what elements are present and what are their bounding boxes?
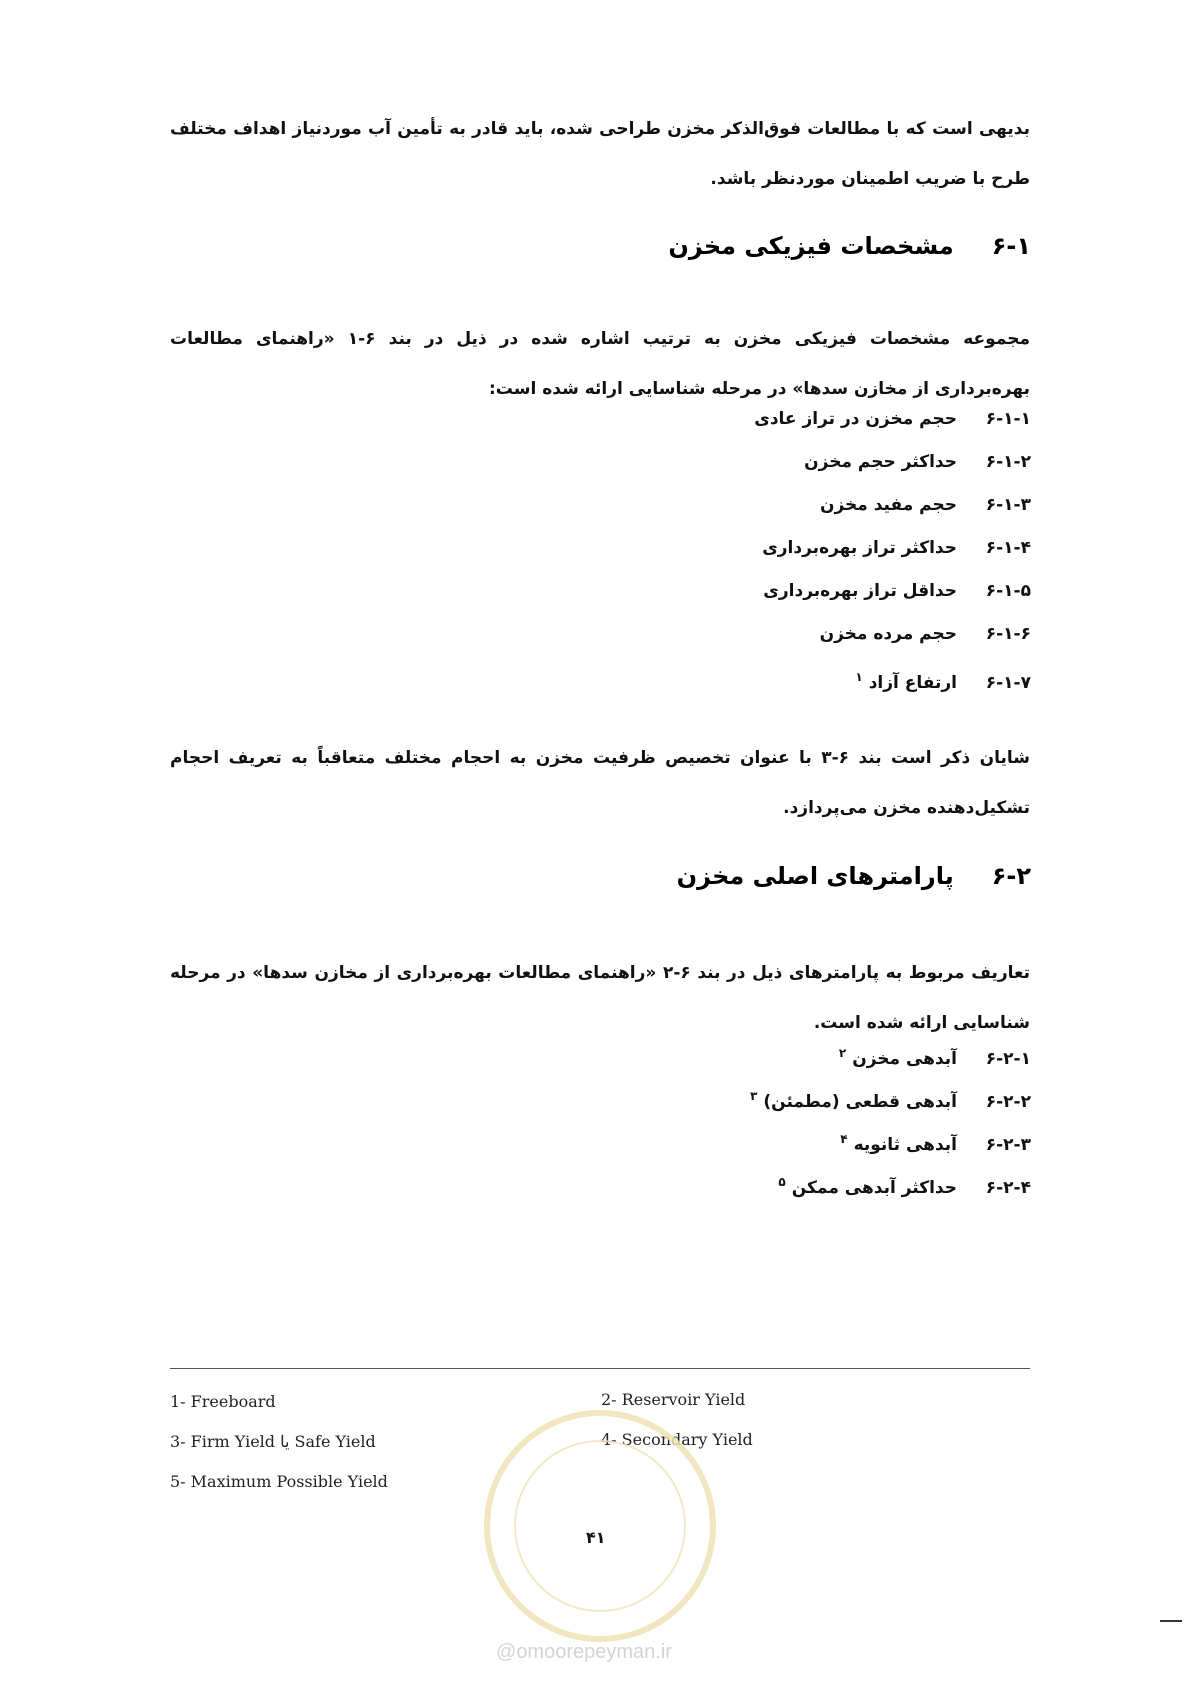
list-item: [754, 570, 1031, 613]
footnote-ref: ۳: [750, 1089, 758, 1103]
section1-list: [754, 398, 1031, 699]
list-item: [750, 1161, 1031, 1204]
item-number: ۶-۲-۱: [985, 1048, 1031, 1069]
seal-ring: [514, 1440, 686, 1612]
seal-watermark: [484, 1410, 716, 1642]
footnote-ref: ۲: [838, 1046, 847, 1060]
list-item: [754, 656, 1031, 699]
section-heading-1: [668, 232, 1031, 260]
list-item: [754, 441, 1031, 484]
item-text: آبدهی ثانویه: [853, 1134, 957, 1155]
section1-paragraph: مجموعه مشخصات فیزیکی مخزن به ترتیب اشاره شده در ذیل در بند ۶-۱ «راهنمای مطالعات بهره‌برداری از مخازن سدها» در مرحله شناسایی ارائه شده است:: [170, 329, 1030, 399]
footnote-1: 1- Freeboard: [170, 1392, 276, 1411]
section1-closing: شایان ذکر است بند ۶-۳ با عنوان تخصیص ظرفیت مخزن به احجام مختلف متعاقباً به تعریف احجام تشکیل‌دهنده مخزن می‌پردازد.: [170, 748, 1031, 818]
item-number: ۶-۲-۳: [985, 1134, 1031, 1155]
footnote-3: 3- Firm Yield یا Safe Yield: [170, 1432, 376, 1451]
item-number: ۶-۲-۲: [985, 1091, 1031, 1112]
at-icon: @: [496, 1641, 517, 1663]
footnote-2: 2- Reservoir Yield: [601, 1390, 746, 1409]
item-number: ۶-۲-۴: [985, 1177, 1031, 1198]
item-text: حجم مفید مخزن: [819, 495, 957, 515]
footnote-divider: [170, 1368, 1030, 1369]
item-number: ۶-۱-۷: [985, 672, 1031, 693]
section-number: ۶-۲: [991, 862, 1031, 890]
footnote-ref: ۱: [855, 670, 863, 684]
item-number: ۶-۱-۳: [985, 495, 1031, 515]
margin-mark: [1160, 1620, 1182, 1622]
section-title: پارامترهای اصلی مخزن: [676, 862, 954, 890]
item-text: ارتفاع آزاد: [868, 672, 957, 693]
item-number: ۶-۱-۶: [985, 624, 1031, 644]
item-text: حداکثر آبدهی ممکن: [791, 1177, 957, 1198]
watermark-text: omoorepeyman.ir: [516, 1641, 672, 1663]
section-title: مشخصات فیزیکی مخزن: [668, 232, 954, 260]
list-item: [754, 484, 1031, 527]
list-item: [750, 1118, 1031, 1161]
item-number: ۶-۱-۵: [985, 581, 1031, 601]
intro-paragraph: بدیهی است که با مطالعات فوق‌الذکر مخزن طراحی شده، باید قادر به تأمین آب موردنیاز اهداف مختلف طرح با ضریب اطمینان موردنظر باشد.: [170, 119, 1030, 189]
item-text: حجم مرده مخزن: [819, 624, 957, 644]
item-number: ۶-۱-۲: [985, 452, 1031, 472]
footnote-5: 5- Maximum Possible Yield: [170, 1472, 388, 1491]
section2-list: [750, 1032, 1031, 1204]
list-item: [754, 527, 1031, 570]
list-item: [750, 1075, 1031, 1118]
list-item: [754, 398, 1031, 441]
item-number: ۶-۱-۱: [985, 409, 1031, 429]
footnote-ref: ۴: [840, 1132, 848, 1146]
item-text: حداکثر حجم مخزن: [804, 452, 957, 472]
item-text: حداقل تراز بهره‌برداری: [763, 581, 957, 601]
list-item: [750, 1032, 1031, 1075]
item-text: آبدهی مخزن: [852, 1048, 957, 1069]
section-number: ۶-۱: [991, 232, 1031, 260]
list-item: [754, 613, 1031, 656]
footnote-4: 4- Secondary Yield: [601, 1430, 753, 1449]
section-heading-2: [677, 862, 1031, 890]
section2-paragraph: تعاریف مربوط به پارامترهای ذیل در بند ۶-۲ «راهنمای مطالعات بهره‌برداری از مخازن سدها» در مرحله شناسایی ارائه شده است.: [170, 963, 1030, 1033]
item-text: حداکثر تراز بهره‌برداری: [762, 538, 957, 558]
page-number: ۴۱: [586, 1528, 606, 1547]
footnote-ref: ۵: [778, 1175, 786, 1189]
item-text: حجم مخزن در تراز عادی: [754, 409, 957, 429]
item-text: آبدهی قطعی (مطمئن): [763, 1091, 957, 1112]
site-watermark: [496, 1641, 672, 1664]
item-number: ۶-۱-۴: [985, 538, 1031, 558]
